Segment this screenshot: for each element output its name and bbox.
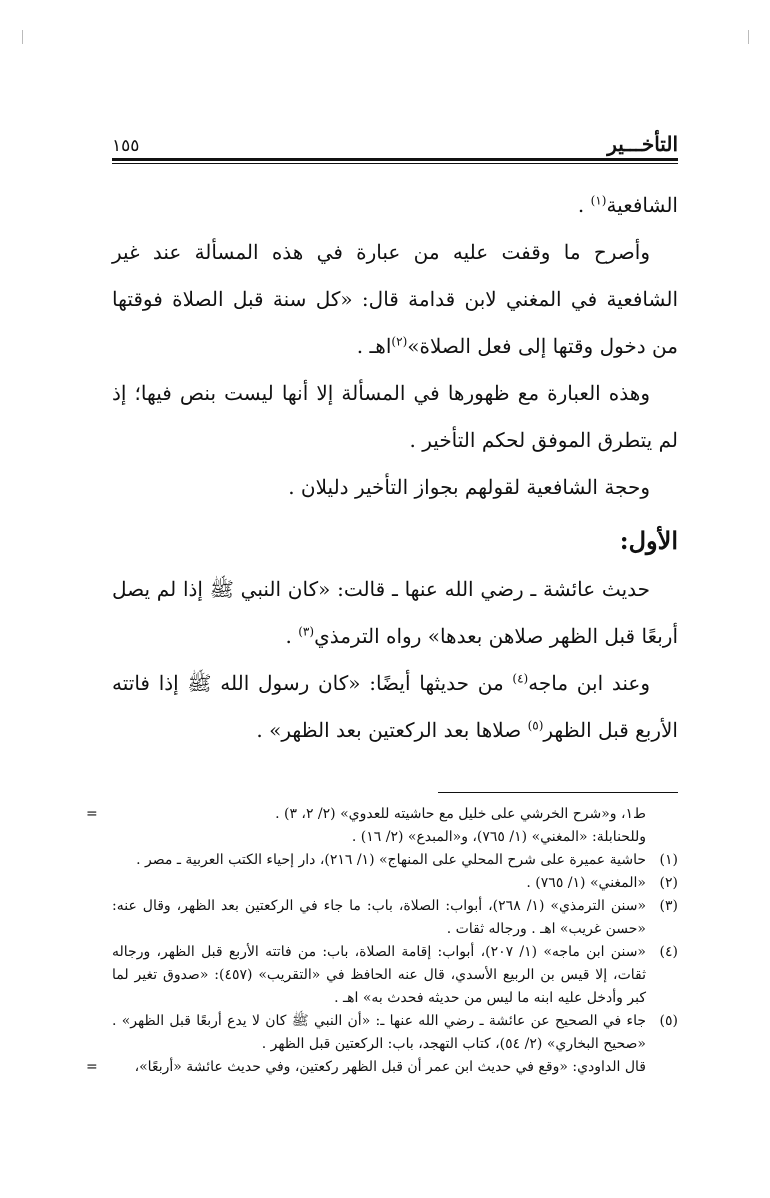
footnote-item: (٤) «سنن ابن ماجه» (١/ ٢٠٧)، أبواب: إقامة الصلاة، باب: من فاتته الأربع قبل الظهر، ورجاله ثقات، إلا قيس بن الربيع الأسدي، قال عنه الحافظ في «التقريب» (٤٥٧): «صدوق تغير لما كبر وأدخل عليه ابنه ما ليس من حديثه فحدث به» اهـ .: [112, 944, 678, 1006]
footnote-item: (٢) «المغني» (١/ ٧٦٥) .: [526, 875, 678, 891]
footnote-item: (١) حاشية عميرة على شرح المحلي على المنهاج» (١/ ٢١٦)، دار إحياء الكتب العربية ـ مصر .: [136, 852, 678, 868]
paragraph-1: الشافعية$^{(١)}$ .: [577, 193, 678, 217]
footnote-ref-2[interactable]: (٢): [391, 334, 408, 349]
paragraph-5: حديث عائشة ـ رضي الله عنها ـ قالت: «كان النبي ﷺ إذا لم يصل أربعًا قبل الظهر صلاهن بعدها» رواه الترمذي$^{(٣)}$ .: [112, 577, 678, 648]
footnote-separator: [438, 792, 678, 793]
book-page: [86, 120, 678, 1079]
footnote-last-line: قال الداودي: «وقع في حديث ابن عمر أن قبل الظهر ركعتين، وفي حديث عائشة «أربعًا»، =: [112, 1056, 678, 1079]
footnote-ref-3[interactable]: (٣): [298, 624, 315, 639]
footnote-end-mark: =: [86, 1059, 98, 1075]
footnote-continuation: وللحنابلة: «المغني» (١/ ٧٦٥)، و«المبدع» (٢/ ١٦) .: [351, 829, 646, 845]
footnotes: [86, 803, 678, 1079]
paragraph-4: وحجة الشافعية لقولهم بجواز التأخير دليلان .: [288, 475, 650, 499]
main-text: [112, 182, 678, 754]
footnote-ref-1[interactable]: (١): [590, 193, 607, 208]
footnote-item: (٣) «سنن الترمذي» (١/ ٢٦٨)، أبواب: الصلاة، باب: ما جاء في الركعتين بعد الظهر، وقال عنه: «حسن غريب» اهـ . ورجاله ثقات .: [112, 898, 678, 937]
header-rule-thin: [112, 163, 678, 164]
paragraph-2: وأصرح ما وقفت عليه من عبارة في هذه المسألة عند غير الشافعية في المغني لابن قدامة قال: «كل سنة قبل الصلاة فوقتها من دخول وقتها إلى فعل الصلاة»$^{(٢)}$اهـ .: [112, 240, 678, 358]
section-heading: الأول:: [619, 526, 678, 555]
running-header: [112, 120, 678, 156]
paragraph-6: وعند ابن ماجه$^{(٤)}$ من حديثها أيضًا: «كان رسول الله ﷺ إذا فاتته الأربع قبل الظهر$^{(٥)}$ صلاها بعد الركعتين بعد الظهر» .: [112, 671, 678, 742]
paragraph-3: وهذه العبارة مع ظهورها في المسألة إلا أنها ليست بنص فيها؛ إذ لم يتطرق الموفق لحكم التأخير .: [112, 381, 678, 452]
footnote-continuation: ط١، و«شرح الخرشي على خليل مع حاشيته للعدوي» (٢/ ٢، ٣) .: [275, 806, 646, 822]
header-rule-thick: [112, 158, 678, 161]
footnote-ref-5[interactable]: (٥): [527, 718, 544, 733]
page-number: ١٥٥: [112, 136, 140, 156]
footnote-item: (٥) جاء في الصحيح عن عائشة ـ رضي الله عنها ـ: «أن النبي ﷺ كان لا يدع أربعًا قبل الظهر» . «صحيح البخاري» (٢/ ٥٤)، كتاب التهجد، باب: الركعتين قبل الظهر .: [112, 1013, 678, 1052]
footnote-ref-4[interactable]: (٤): [512, 671, 529, 686]
crop-mark-top-right: [748, 30, 749, 44]
footnote-continuation-mark: =: [86, 806, 98, 822]
chapter-title: التأخـــير: [607, 132, 678, 156]
crop-mark-top-left: [22, 30, 23, 44]
